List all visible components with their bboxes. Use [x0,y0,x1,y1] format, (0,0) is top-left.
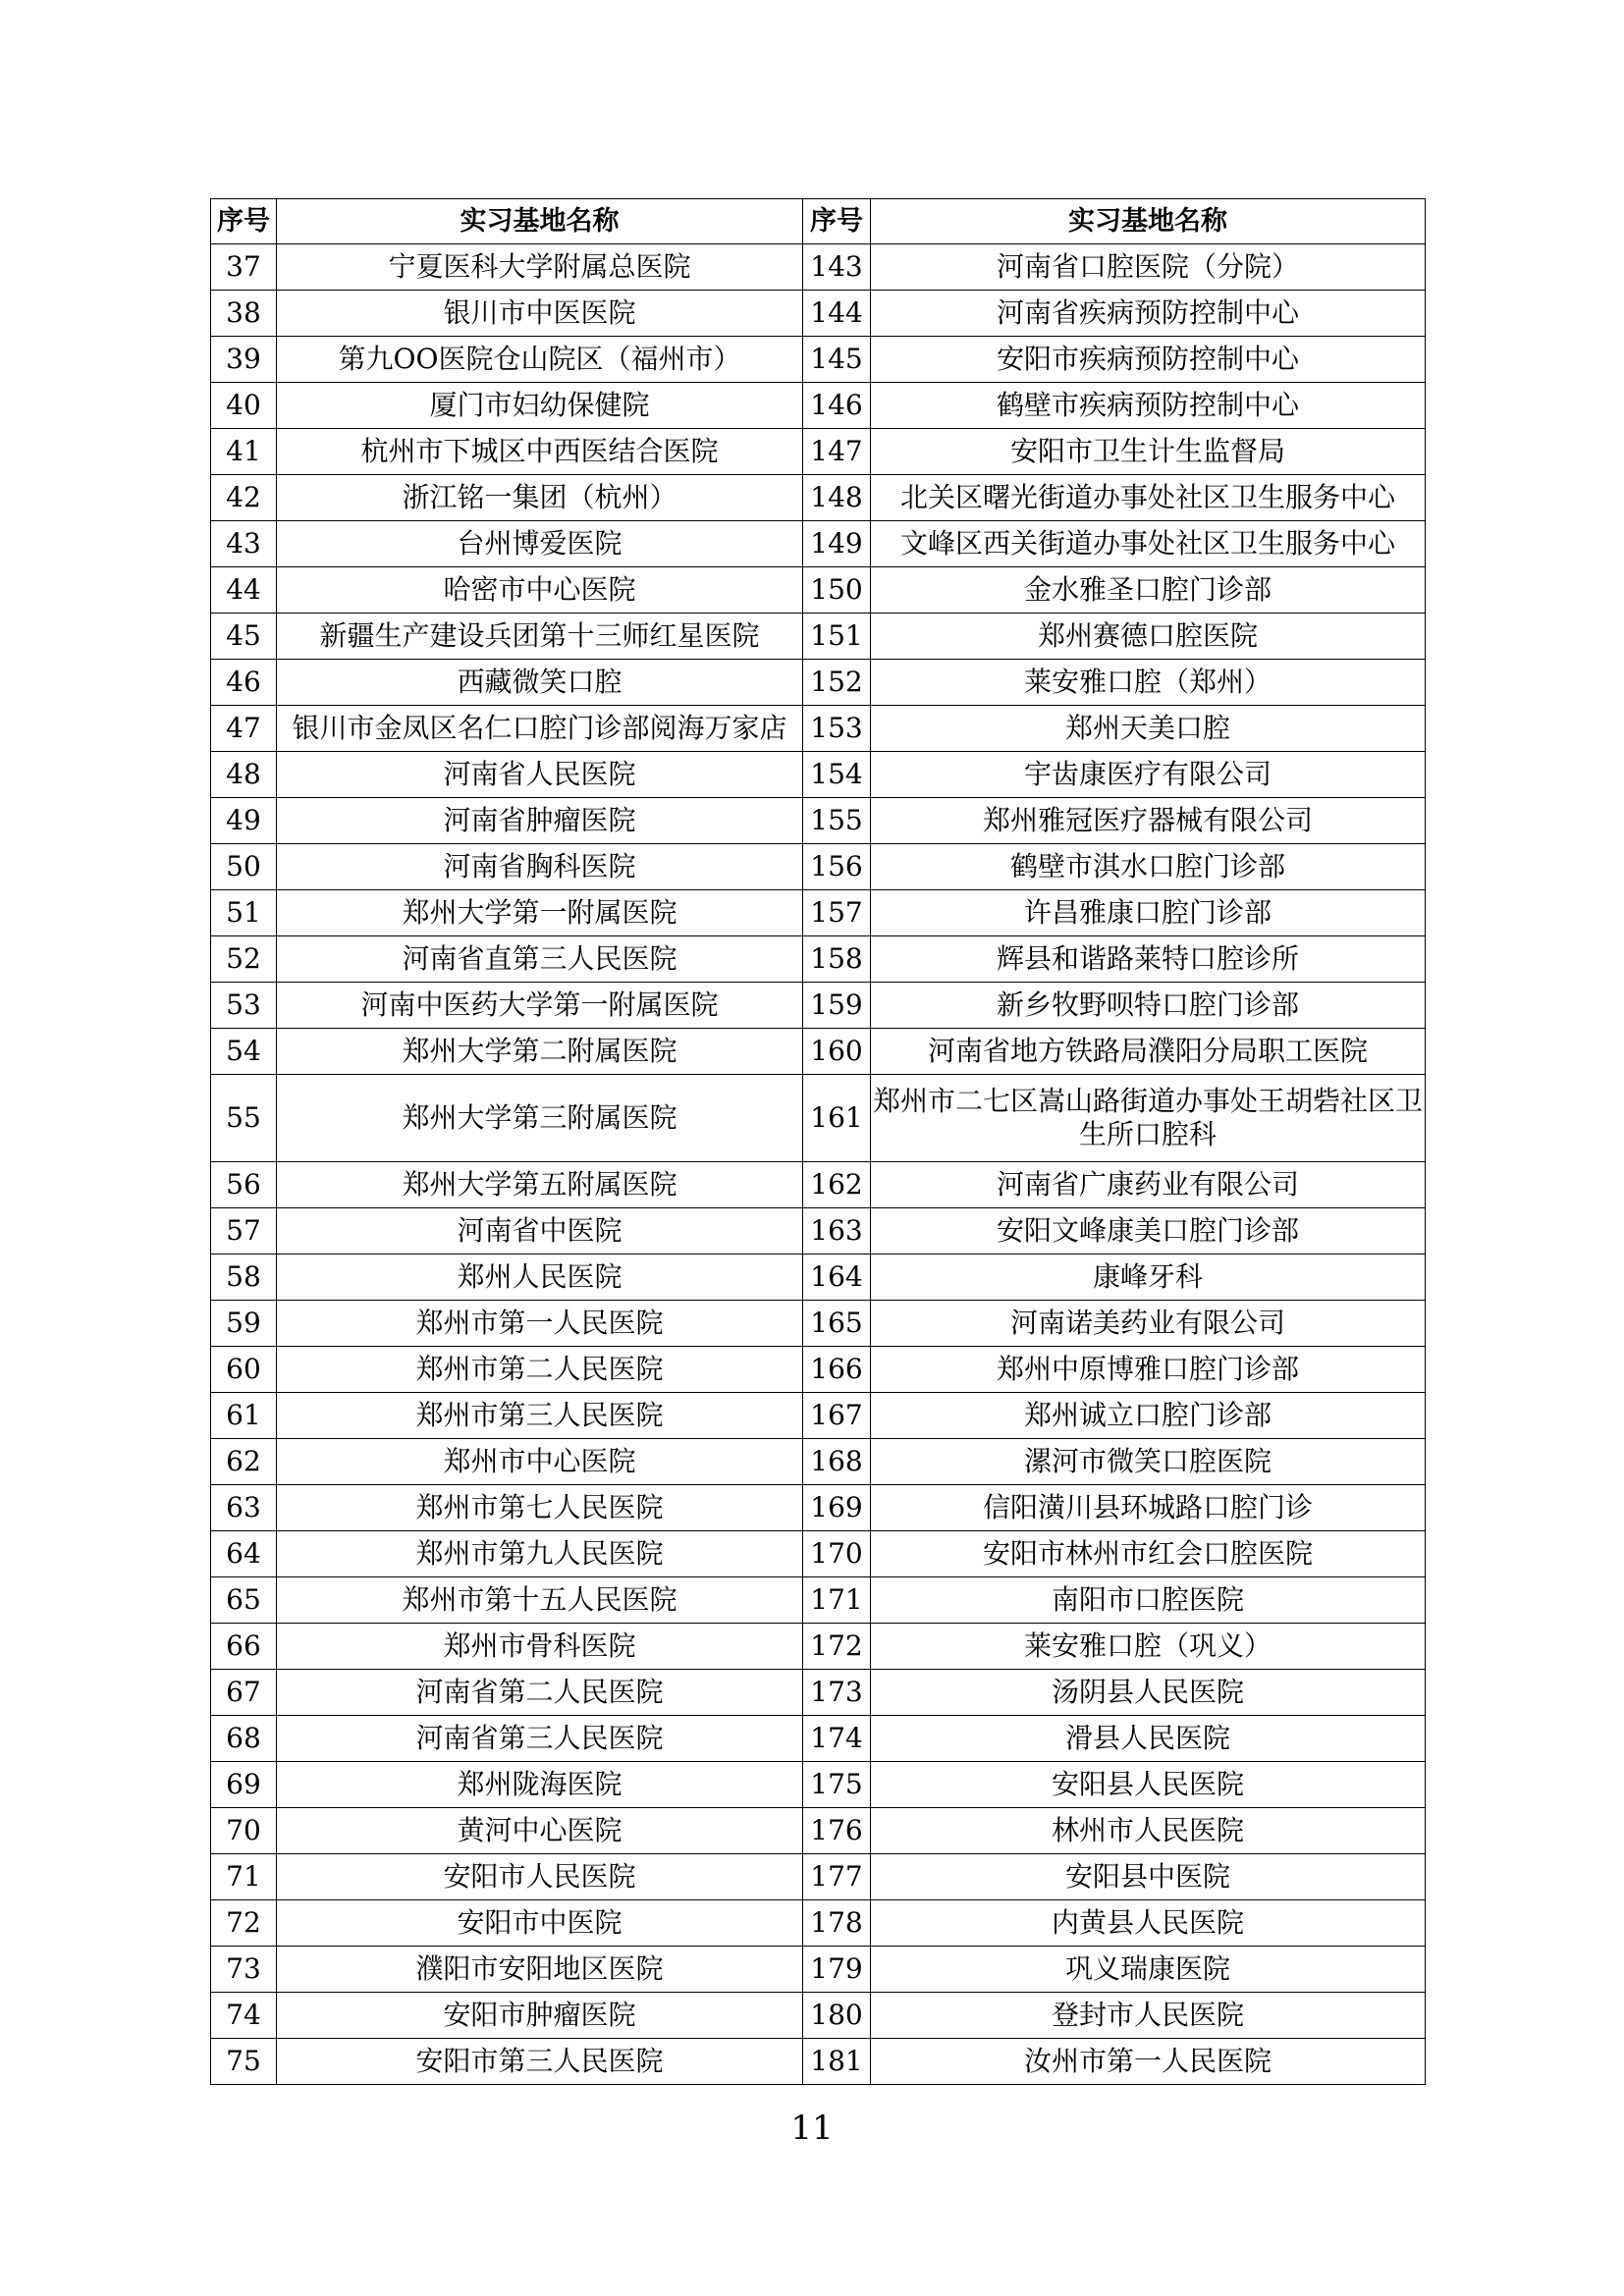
right-name-cell: 莱安雅口腔（郑州） [871,660,1426,706]
right-name-cell: 莱安雅口腔（巩义） [871,1624,1426,1670]
left-name-cell: 哈密市中心医院 [277,567,803,614]
table-row [211,1993,1426,2039]
right-number-cell: 181 [803,2039,871,2085]
left-name-cell: 浙江铭一集团（杭州） [277,475,803,521]
right-name-cell: 郑州诚立口腔门诊部 [871,1393,1426,1439]
right-number-cell: 146 [803,383,871,429]
right-number-cell: 159 [803,983,871,1029]
right-name-cell: 滑县人民医院 [871,1716,1426,1762]
right-number-cell: 147 [803,429,871,475]
right-number-cell: 158 [803,936,871,983]
left-number-cell: 57 [211,1208,277,1255]
right-name-cell: 鹤壁市淇水口腔门诊部 [871,844,1426,890]
table-row [211,1393,1426,1439]
left-name-cell: 安阳市第三人民医院 [277,2039,803,2085]
left-number-cell: 73 [211,1947,277,1993]
table-row [211,983,1426,1029]
left-name-cell: 郑州大学第三附属医院 [277,1075,803,1162]
left-name-cell: 郑州市第十五人民医院 [277,1577,803,1624]
right-name-cell: 辉县和谐路莱特口腔诊所 [871,936,1426,983]
left-name-cell: 台州博爱医院 [277,521,803,567]
left-number-cell: 43 [211,521,277,567]
left-number-cell: 74 [211,1993,277,2039]
right-name-cell: 金水雅圣口腔门诊部 [871,567,1426,614]
left-name-cell: 郑州陇海医院 [277,1762,803,1808]
left-number-cell: 55 [211,1075,277,1162]
internship-base-table [210,198,1426,2085]
left-number-cell: 50 [211,844,277,890]
table-row [211,1255,1426,1301]
header-right-number: 序号 [803,199,871,244]
header-left-name: 实习基地名称 [277,199,803,244]
right-name-cell: 汝州市第一人民医院 [871,2039,1426,2085]
left-number-cell: 66 [211,1624,277,1670]
left-name-cell: 第九OO医院仓山院区（福州市） [277,337,803,383]
table-row [211,706,1426,752]
left-name-cell: 郑州市第一人民医院 [277,1301,803,1347]
right-number-cell: 156 [803,844,871,890]
right-number-cell: 150 [803,567,871,614]
table-row [211,1531,1426,1577]
table-row [211,2039,1426,2085]
left-number-cell: 75 [211,2039,277,2085]
table-row [211,567,1426,614]
right-number-cell: 169 [803,1485,871,1531]
right-number-cell: 180 [803,1993,871,2039]
table-row [211,1208,1426,1255]
right-name-cell: 鹤壁市疾病预防控制中心 [871,383,1426,429]
left-name-cell: 银川市中医医院 [277,291,803,337]
left-name-cell: 新疆生产建设兵团第十三师红星医院 [277,614,803,660]
table-row [211,936,1426,983]
right-name-cell: 漯河市微笑口腔医院 [871,1439,1426,1485]
table-row [211,890,1426,936]
table-row [211,614,1426,660]
right-number-cell: 153 [803,706,871,752]
table-row [211,844,1426,890]
right-number-cell: 174 [803,1716,871,1762]
table-header-row [211,199,1426,244]
right-name-cell: 安阳市林州市红会口腔医院 [871,1531,1426,1577]
table-row [211,1947,1426,1993]
table-row [211,798,1426,844]
right-number-cell: 155 [803,798,871,844]
right-name-cell: 安阳县中医院 [871,1854,1426,1900]
left-name-cell: 银川市金凤区名仁口腔门诊部阅海万家店 [277,706,803,752]
left-name-cell: 河南省人民医院 [277,752,803,798]
right-name-cell: 安阳市疾病预防控制中心 [871,337,1426,383]
table-row [211,1577,1426,1624]
left-number-cell: 67 [211,1670,277,1716]
left-name-cell: 西藏微笑口腔 [277,660,803,706]
right-name-cell: 北关区曙光街道办事处社区卫生服务中心 [871,475,1426,521]
left-name-cell: 安阳市肿瘤医院 [277,1993,803,2039]
right-number-cell: 171 [803,1577,871,1624]
right-name-cell: 郑州中原博雅口腔门诊部 [871,1347,1426,1393]
table-row [211,1485,1426,1531]
left-name-cell: 宁夏医科大学附属总医院 [277,244,803,291]
left-name-cell: 安阳市人民医院 [277,1854,803,1900]
table-row [211,1854,1426,1900]
left-number-cell: 65 [211,1577,277,1624]
left-name-cell: 郑州市第二人民医院 [277,1347,803,1393]
left-name-cell: 郑州大学第五附属医院 [277,1162,803,1208]
right-name-cell: 河南省广康药业有限公司 [871,1162,1426,1208]
right-number-cell: 179 [803,1947,871,1993]
left-number-cell: 49 [211,798,277,844]
right-name-cell: 林州市人民医院 [871,1808,1426,1854]
right-name-cell: 河南省口腔医院（分院） [871,244,1426,291]
table-row [211,1624,1426,1670]
left-name-cell: 厦门市妇幼保健院 [277,383,803,429]
table-row [211,660,1426,706]
right-name-cell: 河南诺美药业有限公司 [871,1301,1426,1347]
left-name-cell: 郑州大学第一附属医院 [277,890,803,936]
right-number-cell: 176 [803,1808,871,1854]
left-number-cell: 64 [211,1531,277,1577]
left-number-cell: 47 [211,706,277,752]
left-name-cell: 杭州市下城区中西医结合医院 [277,429,803,475]
right-number-cell: 172 [803,1624,871,1670]
left-number-cell: 63 [211,1485,277,1531]
left-number-cell: 58 [211,1255,277,1301]
table-row [211,291,1426,337]
left-number-cell: 56 [211,1162,277,1208]
right-number-cell: 145 [803,337,871,383]
right-number-cell: 160 [803,1029,871,1075]
right-name-cell: 郑州天美口腔 [871,706,1426,752]
right-name-cell: 许昌雅康口腔门诊部 [871,890,1426,936]
left-name-cell: 河南省中医院 [277,1208,803,1255]
right-number-cell: 148 [803,475,871,521]
table-row [211,337,1426,383]
left-number-cell: 69 [211,1762,277,1808]
left-name-cell: 郑州市第三人民医院 [277,1393,803,1439]
table-row [211,1162,1426,1208]
left-number-cell: 41 [211,429,277,475]
right-number-cell: 165 [803,1301,871,1347]
right-name-cell: 郑州雅冠医疗器械有限公司 [871,798,1426,844]
table-row [211,244,1426,291]
left-number-cell: 52 [211,936,277,983]
right-number-cell: 162 [803,1162,871,1208]
left-name-cell: 郑州市第九人民医院 [277,1531,803,1577]
table-row [211,1075,1426,1162]
left-name-cell: 河南省肿瘤医院 [277,798,803,844]
left-number-cell: 42 [211,475,277,521]
right-number-cell: 152 [803,660,871,706]
left-number-cell: 59 [211,1301,277,1347]
right-number-cell: 166 [803,1347,871,1393]
left-name-cell: 安阳市中医院 [277,1900,803,1947]
header-right-name: 实习基地名称 [871,199,1426,244]
left-number-cell: 39 [211,337,277,383]
left-name-cell: 郑州市中心医院 [277,1439,803,1485]
right-name-cell: 安阳文峰康美口腔门诊部 [871,1208,1426,1255]
left-number-cell: 46 [211,660,277,706]
left-number-cell: 45 [211,614,277,660]
left-name-cell: 濮阳市安阳地区医院 [277,1947,803,1993]
table-row [211,1808,1426,1854]
table-row [211,752,1426,798]
right-number-cell: 170 [803,1531,871,1577]
table-row [211,383,1426,429]
left-number-cell: 70 [211,1808,277,1854]
right-number-cell: 163 [803,1208,871,1255]
right-name-cell: 南阳市口腔医院 [871,1577,1426,1624]
table-row [211,475,1426,521]
right-name-cell: 安阳县人民医院 [871,1762,1426,1808]
table-row [211,1716,1426,1762]
left-name-cell: 郑州市第七人民医院 [277,1485,803,1531]
right-number-cell: 157 [803,890,871,936]
right-number-cell: 144 [803,291,871,337]
left-number-cell: 53 [211,983,277,1029]
table-row [211,521,1426,567]
table-row [211,1670,1426,1716]
right-number-cell: 175 [803,1762,871,1808]
left-number-cell: 62 [211,1439,277,1485]
right-name-cell: 河南省疾病预防控制中心 [871,291,1426,337]
right-number-cell: 177 [803,1854,871,1900]
right-name-cell: 新乡牧野呗特口腔门诊部 [871,983,1426,1029]
left-name-cell: 河南省第三人民医院 [277,1716,803,1762]
header-left-number: 序号 [211,199,277,244]
right-name-cell: 康峰牙科 [871,1255,1426,1301]
right-number-cell: 168 [803,1439,871,1485]
left-number-cell: 38 [211,291,277,337]
left-number-cell: 60 [211,1347,277,1393]
left-name-cell: 河南省胸科医院 [277,844,803,890]
left-name-cell: 河南省第二人民医院 [277,1670,803,1716]
right-name-cell: 信阳潢川县环城路口腔门诊 [871,1485,1426,1531]
left-name-cell: 河南中医药大学第一附属医院 [277,983,803,1029]
right-name-cell: 宇齿康医疗有限公司 [871,752,1426,798]
table-body [211,244,1426,2085]
table-row [211,1029,1426,1075]
left-number-cell: 54 [211,1029,277,1075]
right-name-cell: 郑州市二七区嵩山路街道办事处王胡砦社区卫生所口腔科 [871,1075,1426,1162]
left-name-cell: 郑州大学第二附属医院 [277,1029,803,1075]
left-number-cell: 44 [211,567,277,614]
page-number: 11 [790,2109,834,2148]
right-number-cell: 143 [803,244,871,291]
right-name-cell: 登封市人民医院 [871,1993,1426,2039]
table-row [211,1301,1426,1347]
table-row [211,1347,1426,1393]
left-name-cell: 郑州市骨科医院 [277,1624,803,1670]
table-row [211,1762,1426,1808]
right-number-cell: 167 [803,1393,871,1439]
left-number-cell: 37 [211,244,277,291]
right-number-cell: 173 [803,1670,871,1716]
left-number-cell: 71 [211,1854,277,1900]
right-name-cell: 安阳市卫生计生监督局 [871,429,1426,475]
left-name-cell: 河南省直第三人民医院 [277,936,803,983]
left-number-cell: 61 [211,1393,277,1439]
left-name-cell: 郑州人民医院 [277,1255,803,1301]
right-number-cell: 164 [803,1255,871,1301]
right-number-cell: 161 [803,1075,871,1162]
right-name-cell: 汤阴县人民医院 [871,1670,1426,1716]
left-number-cell: 68 [211,1716,277,1762]
left-number-cell: 48 [211,752,277,798]
right-number-cell: 151 [803,614,871,660]
right-name-cell: 内黄县人民医院 [871,1900,1426,1947]
left-number-cell: 51 [211,890,277,936]
left-number-cell: 72 [211,1900,277,1947]
left-name-cell: 黄河中心医院 [277,1808,803,1854]
left-number-cell: 40 [211,383,277,429]
right-number-cell: 149 [803,521,871,567]
table-row [211,1439,1426,1485]
right-number-cell: 154 [803,752,871,798]
right-name-cell: 文峰区西关街道办事处社区卫生服务中心 [871,521,1426,567]
table-row [211,1900,1426,1947]
right-name-cell: 郑州赛德口腔医院 [871,614,1426,660]
right-name-cell: 巩义瑞康医院 [871,1947,1426,1993]
right-name-cell: 河南省地方铁路局濮阳分局职工医院 [871,1029,1426,1075]
right-number-cell: 178 [803,1900,871,1947]
table-row [211,429,1426,475]
